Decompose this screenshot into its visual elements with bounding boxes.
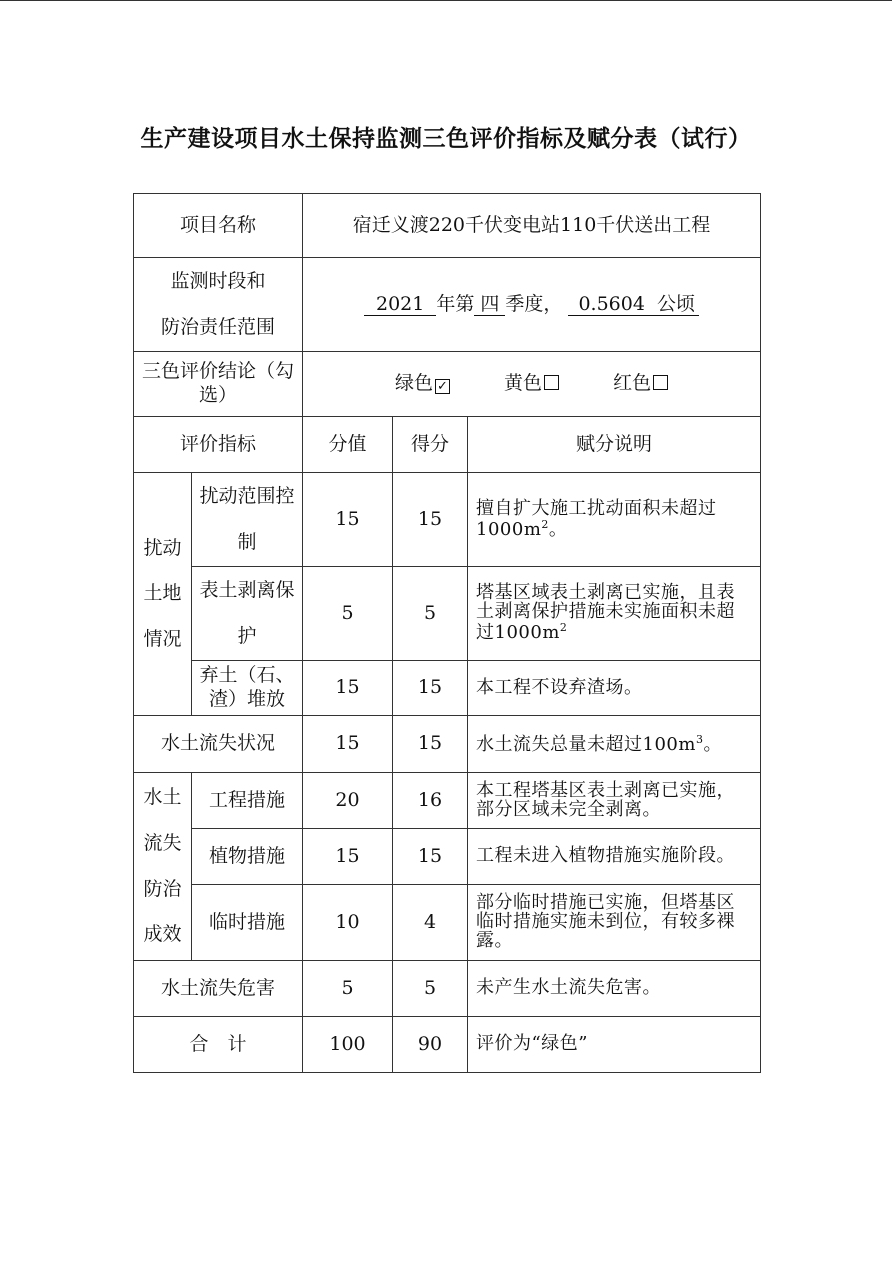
row-score: 15	[393, 473, 468, 567]
row-value: 15	[303, 829, 393, 885]
row-desc-sup: 2	[559, 620, 568, 634]
period-quarter: 四	[474, 293, 505, 317]
period-label-line-2: 防治责任范围	[161, 315, 276, 338]
row-desc-tail: 。	[703, 733, 722, 755]
row-desc	[468, 473, 761, 567]
period-area-unit: 公顷	[657, 292, 696, 315]
red-label: 红色	[613, 372, 652, 395]
yellow-checkbox-icon[interactable]	[544, 375, 559, 390]
row-score: 15	[393, 661, 468, 716]
red-option[interactable]	[613, 372, 668, 394]
conclusion-label: 三色评价结论（勾选）	[134, 352, 303, 417]
header-score-value: 分值	[303, 417, 393, 473]
row-name: 水土流失状况	[134, 716, 303, 773]
row-name: 扰动范围控制	[192, 473, 303, 567]
row-desc	[468, 716, 761, 773]
table-row	[134, 773, 761, 829]
group-prevention-line-2: 流失	[143, 831, 182, 854]
header-row	[134, 417, 761, 473]
red-checkbox-icon[interactable]	[653, 375, 668, 390]
row-name: 弃土（石、渣）堆放	[192, 661, 303, 716]
group-disturbance	[134, 473, 192, 716]
total-label: 合 计	[134, 1017, 303, 1073]
group-disturbance-line-1: 扰动	[143, 536, 182, 559]
period-area	[568, 293, 699, 317]
total-score: 90	[393, 1017, 468, 1073]
row-desc-text: 擅自扩大施工扰动面积未超过1000m	[476, 497, 717, 540]
table-row	[134, 716, 761, 773]
top-border-line	[0, 0, 892, 1]
evaluation-table	[133, 193, 761, 1073]
group-prevention-line-3: 防治	[143, 877, 182, 900]
table-row	[134, 473, 761, 567]
row-desc: 未产生水土流失危害。	[468, 961, 761, 1017]
header-description: 赋分说明	[468, 417, 761, 473]
table-row	[134, 829, 761, 885]
total-desc: 评价为“绿色”	[468, 1017, 761, 1073]
row-value: 15	[303, 473, 393, 567]
row-value: 15	[303, 716, 393, 773]
row-desc: 部分临时措施已实施，但塔基区临时措施实施未到位，有较多裸露。	[468, 885, 761, 961]
row-name: 表土剥离保护	[192, 567, 303, 661]
total-row	[134, 1017, 761, 1073]
project-name-value: 宿迁义渡220千伏变电站110千伏送出工程	[303, 194, 761, 258]
period-label-line-1: 监测时段和	[170, 269, 266, 292]
row-value: 5	[303, 567, 393, 661]
row-score: 15	[393, 829, 468, 885]
header-score-got: 得分	[393, 417, 468, 473]
table-row	[134, 567, 761, 661]
row-score: 4	[393, 885, 468, 961]
table-row	[134, 661, 761, 716]
row-desc-tail: 。	[548, 518, 568, 540]
table-row	[134, 961, 761, 1017]
header-indicator: 评价指标	[134, 417, 303, 473]
green-label: 绿色	[394, 372, 433, 395]
row-value: 20	[303, 773, 393, 829]
period-year-suffix: 年第	[436, 292, 475, 315]
row-desc-text: 塔基区域表土剥离已实施，且表土剥离保护措施未实施面积未超过1000m	[476, 582, 736, 643]
row-desc: 本工程塔基区表土剥离已实施，部分区域未完全剥离。	[468, 773, 761, 829]
yellow-label: 黄色	[504, 372, 543, 395]
row-desc	[468, 567, 761, 661]
group-prevention-line-4: 成效	[143, 923, 182, 946]
row-name: 临时措施	[192, 885, 303, 961]
conclusion-options	[303, 352, 761, 417]
conclusion-row	[134, 352, 761, 417]
group-prevention	[134, 773, 192, 961]
row-desc: 本工程不设弃渣场。	[468, 661, 761, 716]
period-year: 2021	[364, 293, 436, 317]
period-area-value: 0.5604	[578, 292, 645, 315]
group-disturbance-line-2: 土地	[143, 582, 182, 605]
page-title: 生产建设项目水土保持监测三色评价指标及赋分表（试行）	[140, 126, 752, 152]
row-desc-sup: 3	[695, 732, 704, 746]
period-label	[134, 258, 303, 352]
row-name: 工程措施	[192, 773, 303, 829]
row-score: 16	[393, 773, 468, 829]
period-row	[134, 258, 761, 352]
row-desc-text: 水土流失总量未超过100m	[476, 733, 696, 755]
period-quarter-suffix: 季度，	[505, 292, 563, 315]
row-name: 植物措施	[192, 829, 303, 885]
row-value: 5	[303, 961, 393, 1017]
period-value	[303, 258, 761, 352]
total-value: 100	[303, 1017, 393, 1073]
project-name-row	[134, 194, 761, 258]
row-desc-sup: 2	[541, 517, 549, 531]
yellow-option[interactable]	[504, 372, 559, 394]
green-checkbox-checked-icon[interactable]: ✓	[435, 379, 450, 394]
row-score: 15	[393, 716, 468, 773]
group-prevention-line-1: 水土	[143, 786, 182, 809]
row-name: 水土流失危害	[134, 961, 303, 1017]
project-name-label: 项目名称	[134, 194, 303, 258]
table-row	[134, 885, 761, 961]
row-score: 5	[393, 961, 468, 1017]
green-option[interactable]	[395, 372, 450, 394]
row-value: 15	[303, 661, 393, 716]
row-value: 10	[303, 885, 393, 961]
row-desc: 工程未进入植物措施实施阶段。	[468, 829, 761, 885]
row-score: 5	[393, 567, 468, 661]
group-disturbance-line-3: 情况	[143, 627, 182, 650]
